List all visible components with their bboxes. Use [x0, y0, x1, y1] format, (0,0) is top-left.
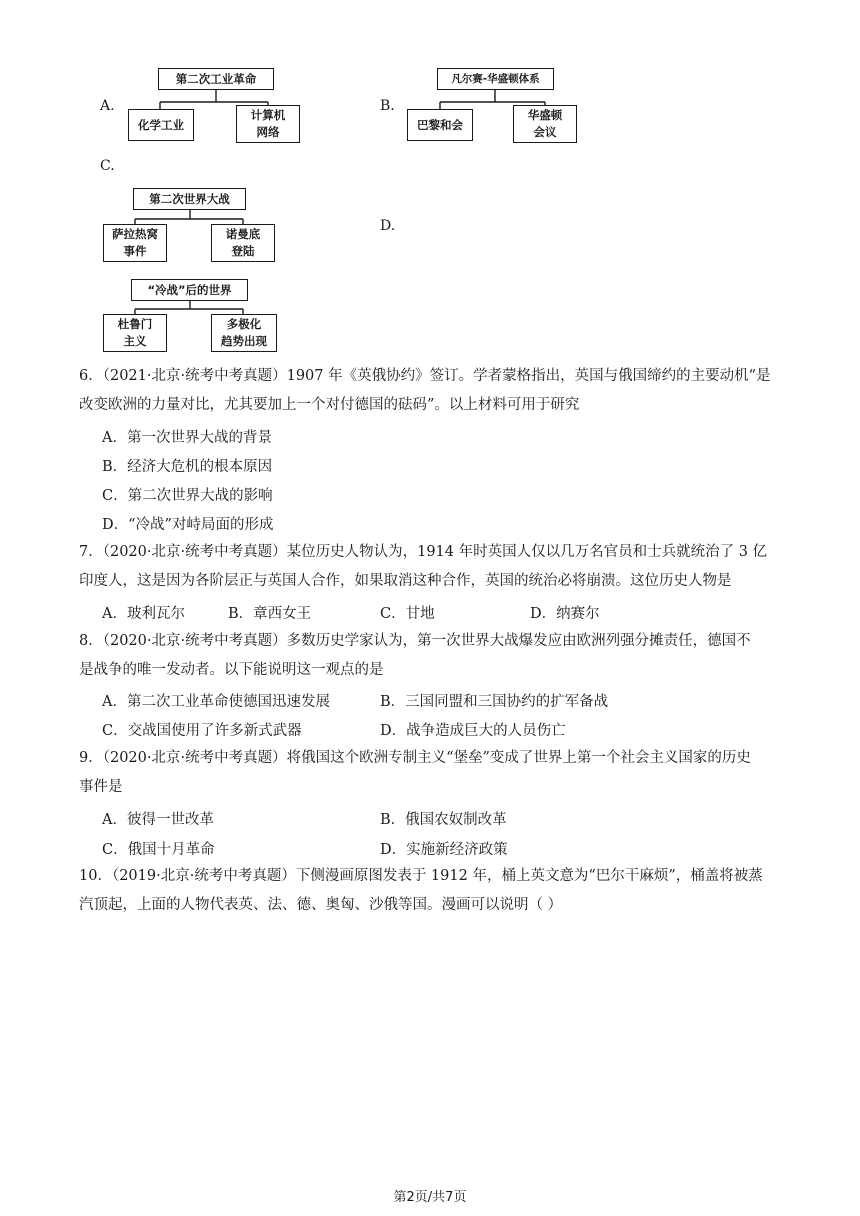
question-6-line-1: 6．（2021·北京·统考中考真题）1907 年《英俄协约》签订。学者蒙格指出，英国与俄国缔约的主要动机“是 — [79, 368, 771, 384]
question-6-choice-c[interactable]: C．第二次世界大战的影响 — [102, 488, 273, 504]
question-8-choice-c[interactable]: C．交战国使用了许多新式武器 — [102, 723, 302, 739]
question-7-line-1: 7．（2020·北京·统考中考真题）某位历史人物认为，1914 年时英国人仅以几万名官员和士兵就统治了 3 亿 — [79, 544, 768, 560]
question-7-choice-c[interactable]: C．甘地 — [380, 606, 435, 622]
option-a-right-box: 计算机 网络 — [236, 105, 300, 143]
option-c-right-box: 诺曼底 登陆 — [211, 224, 275, 262]
option-b-right-box: 华盛顿 会议 — [513, 105, 577, 143]
question-7-choice-b[interactable]: B．章西女王 — [228, 606, 312, 622]
option-b-left-box: 巴黎和会 — [407, 109, 473, 141]
question-6-line-2: 改变欧洲的力量对比，尤其要加上一个对付德国的砝码”。以上材料可用于研究 — [79, 397, 580, 413]
question-9 — [79, 744, 784, 802]
question-8-choice-a[interactable]: A．第二次工业革命使德国迅速发展 — [102, 694, 330, 710]
question-9-choice-b[interactable]: B．俄国农奴制改革 — [380, 812, 507, 828]
option-a-root-box: 第二次工业革命 — [158, 68, 274, 90]
question-9-choice-a[interactable]: A．彼得一世改革 — [102, 812, 214, 828]
question-8-line-1: 8．（2020·北京·统考中考真题）多数历史学家认为，第一次世界大战爆发应由欧洲列强分摊责任，德国不 — [79, 633, 751, 649]
question-10 — [79, 862, 784, 920]
question-8-choice-b[interactable]: B．三国同盟和三国协约的扩军备战 — [380, 694, 609, 710]
question-6-choice-b[interactable]: B．经济大危机的根本原因 — [102, 459, 273, 475]
question-6 — [79, 362, 784, 420]
option-d-right-box: 多极化 趋势出现 — [211, 314, 277, 352]
question-9-line-1: 9．（2020·北京·统考中考真题）将俄国这个欧洲专制主义“堡垒”变成了世界上第一个社会主义国家的历史 — [79, 750, 751, 766]
option-d-letter: D. — [380, 218, 396, 234]
question-10-line-1: 10．（2019·北京·统考中考真题）下侧漫画原图发表于 1912 年，桶上英文意为“巴尔干麻烦”，桶盖将被蒸 — [79, 868, 763, 884]
option-b-root-box: 凡尔赛-华盛顿体系 — [437, 68, 554, 90]
question-7-choice-d[interactable]: D．纳赛尔 — [530, 606, 600, 622]
question-6-choice-d[interactable]: D．“冷战”对峙局面的形成 — [102, 517, 274, 533]
option-c-root-box: 第二次世界大战 — [133, 188, 246, 210]
question-6-choice-a[interactable]: A．第一次世界大战的背景 — [102, 430, 272, 446]
option-c-left-box: 萨拉热窝 事件 — [103, 224, 167, 262]
question-9-line-2: 事件是 — [79, 779, 123, 795]
question-8-line-2: 是战争的唯一发动者。以下能说明这一观点的是 — [79, 662, 384, 678]
option-d-left-box: 杜鲁门 主义 — [103, 314, 167, 352]
page-footer: 第2页/共7页 — [393, 1190, 467, 1205]
question-8-choice-d[interactable]: D．战争造成巨大的人员伤亡 — [380, 723, 566, 739]
option-c-letter: C. — [100, 158, 115, 174]
option-d-root-box: “冷战”后的世界 — [131, 279, 248, 301]
question-7 — [79, 538, 784, 596]
question-9-choice-c[interactable]: C．俄国十月革命 — [102, 842, 215, 858]
question-9-choice-d[interactable]: D．实施新经济政策 — [380, 842, 508, 858]
question-7-line-2: 印度人，这是因为各阶层正与英国人合作，如果取消这种合作，英国的统治必将崩溃。这位历史人物是 — [79, 573, 732, 589]
option-a-letter: A. — [100, 98, 115, 114]
question-7-choice-a[interactable]: A．玻利瓦尔 — [102, 606, 185, 622]
question-8 — [79, 627, 784, 685]
option-a-left-box: 化学工业 — [128, 109, 194, 141]
option-b-letter: B. — [380, 98, 395, 114]
question-10-line-2: 汽顶起，上面的人物代表英、法、德、奥匈、沙俄等国。漫画可以说明（ ） — [79, 897, 563, 913]
